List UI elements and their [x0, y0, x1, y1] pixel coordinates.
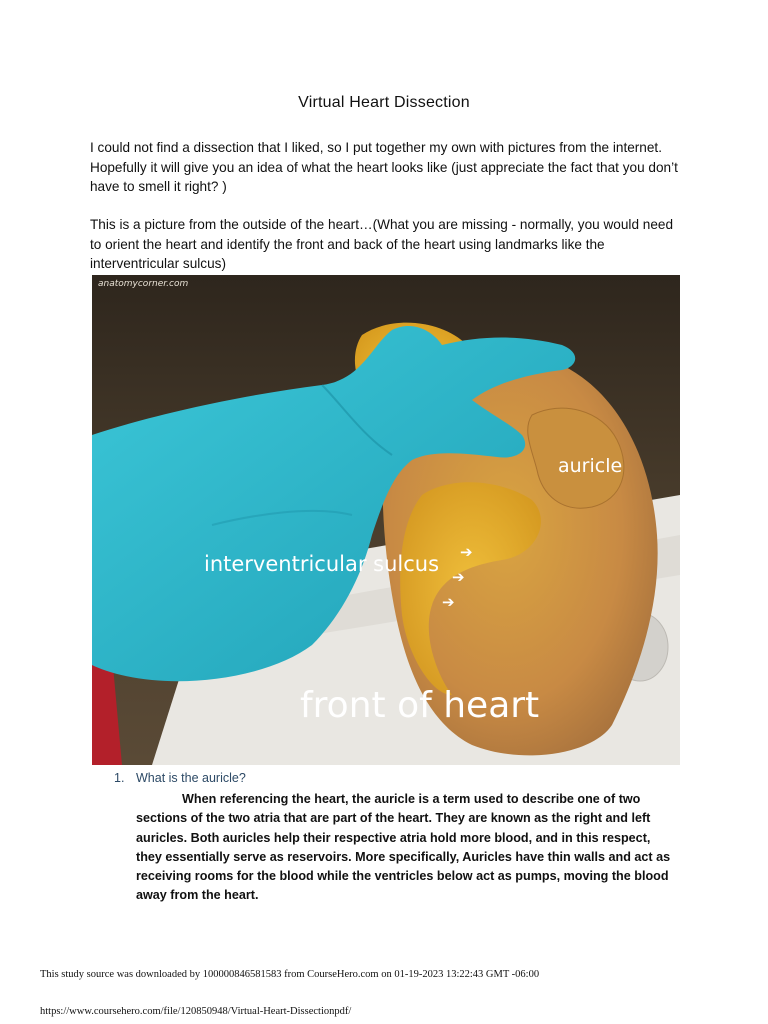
arrow-icon: ➔ — [452, 568, 465, 586]
picture-description-paragraph: This is a picture from the outside of the heart…(What you are missing - normally, you would need to orient the heart and identify the front and back of the heart using landmarks like the interventricular sulcus) — [90, 217, 674, 271]
source-url[interactable]: https://www.coursehero.com/file/120850948/Virtual-Heart-Dissectionpdf/ — [40, 1006, 352, 1017]
download-notice: This study source was downloaded by 100000846581583 from CourseHero.com on 01-19-2023 13:22:43 GMT -06:00 — [40, 969, 540, 980]
heart-photo — [92, 275, 680, 765]
question-text: What is the auricle? — [136, 771, 246, 785]
answer-text: When referencing the heart, the auricle is a term used to describe one of two sections of the two atria that are part of the heart. They are known as the right and left auricles. Both auricles help their respective atria hold more blood, and in this respect, they essentially serve as reservoirs. More specifically, Auricles have thin walls and act as receiving rooms for the blood while the ventricles below act as pumps, moving the blood away from the heart. — [136, 792, 671, 903]
arrow-icon: ➔ — [460, 543, 473, 561]
label-interventricular-sulcus: interventricular sulcus — [204, 552, 440, 576]
watermark-text: anatomycorner.com — [98, 279, 189, 289]
page-title: Virtual Heart Dissection — [298, 94, 470, 111]
label-auricle: auricle — [558, 455, 623, 477]
arrow-icon: ➔ — [442, 593, 455, 611]
question-number: 1. — [114, 771, 125, 785]
intro-paragraph: I could not find a dissection that I liked, so I put together my own with pictures from the internet. Hopefully it will give you an idea of what the heart looks like (just appreciate the fact that you don’t have to smell it right? ) — [90, 140, 678, 194]
label-front-of-heart: front of heart — [300, 685, 540, 726]
answer-paragraph — [136, 790, 676, 906]
